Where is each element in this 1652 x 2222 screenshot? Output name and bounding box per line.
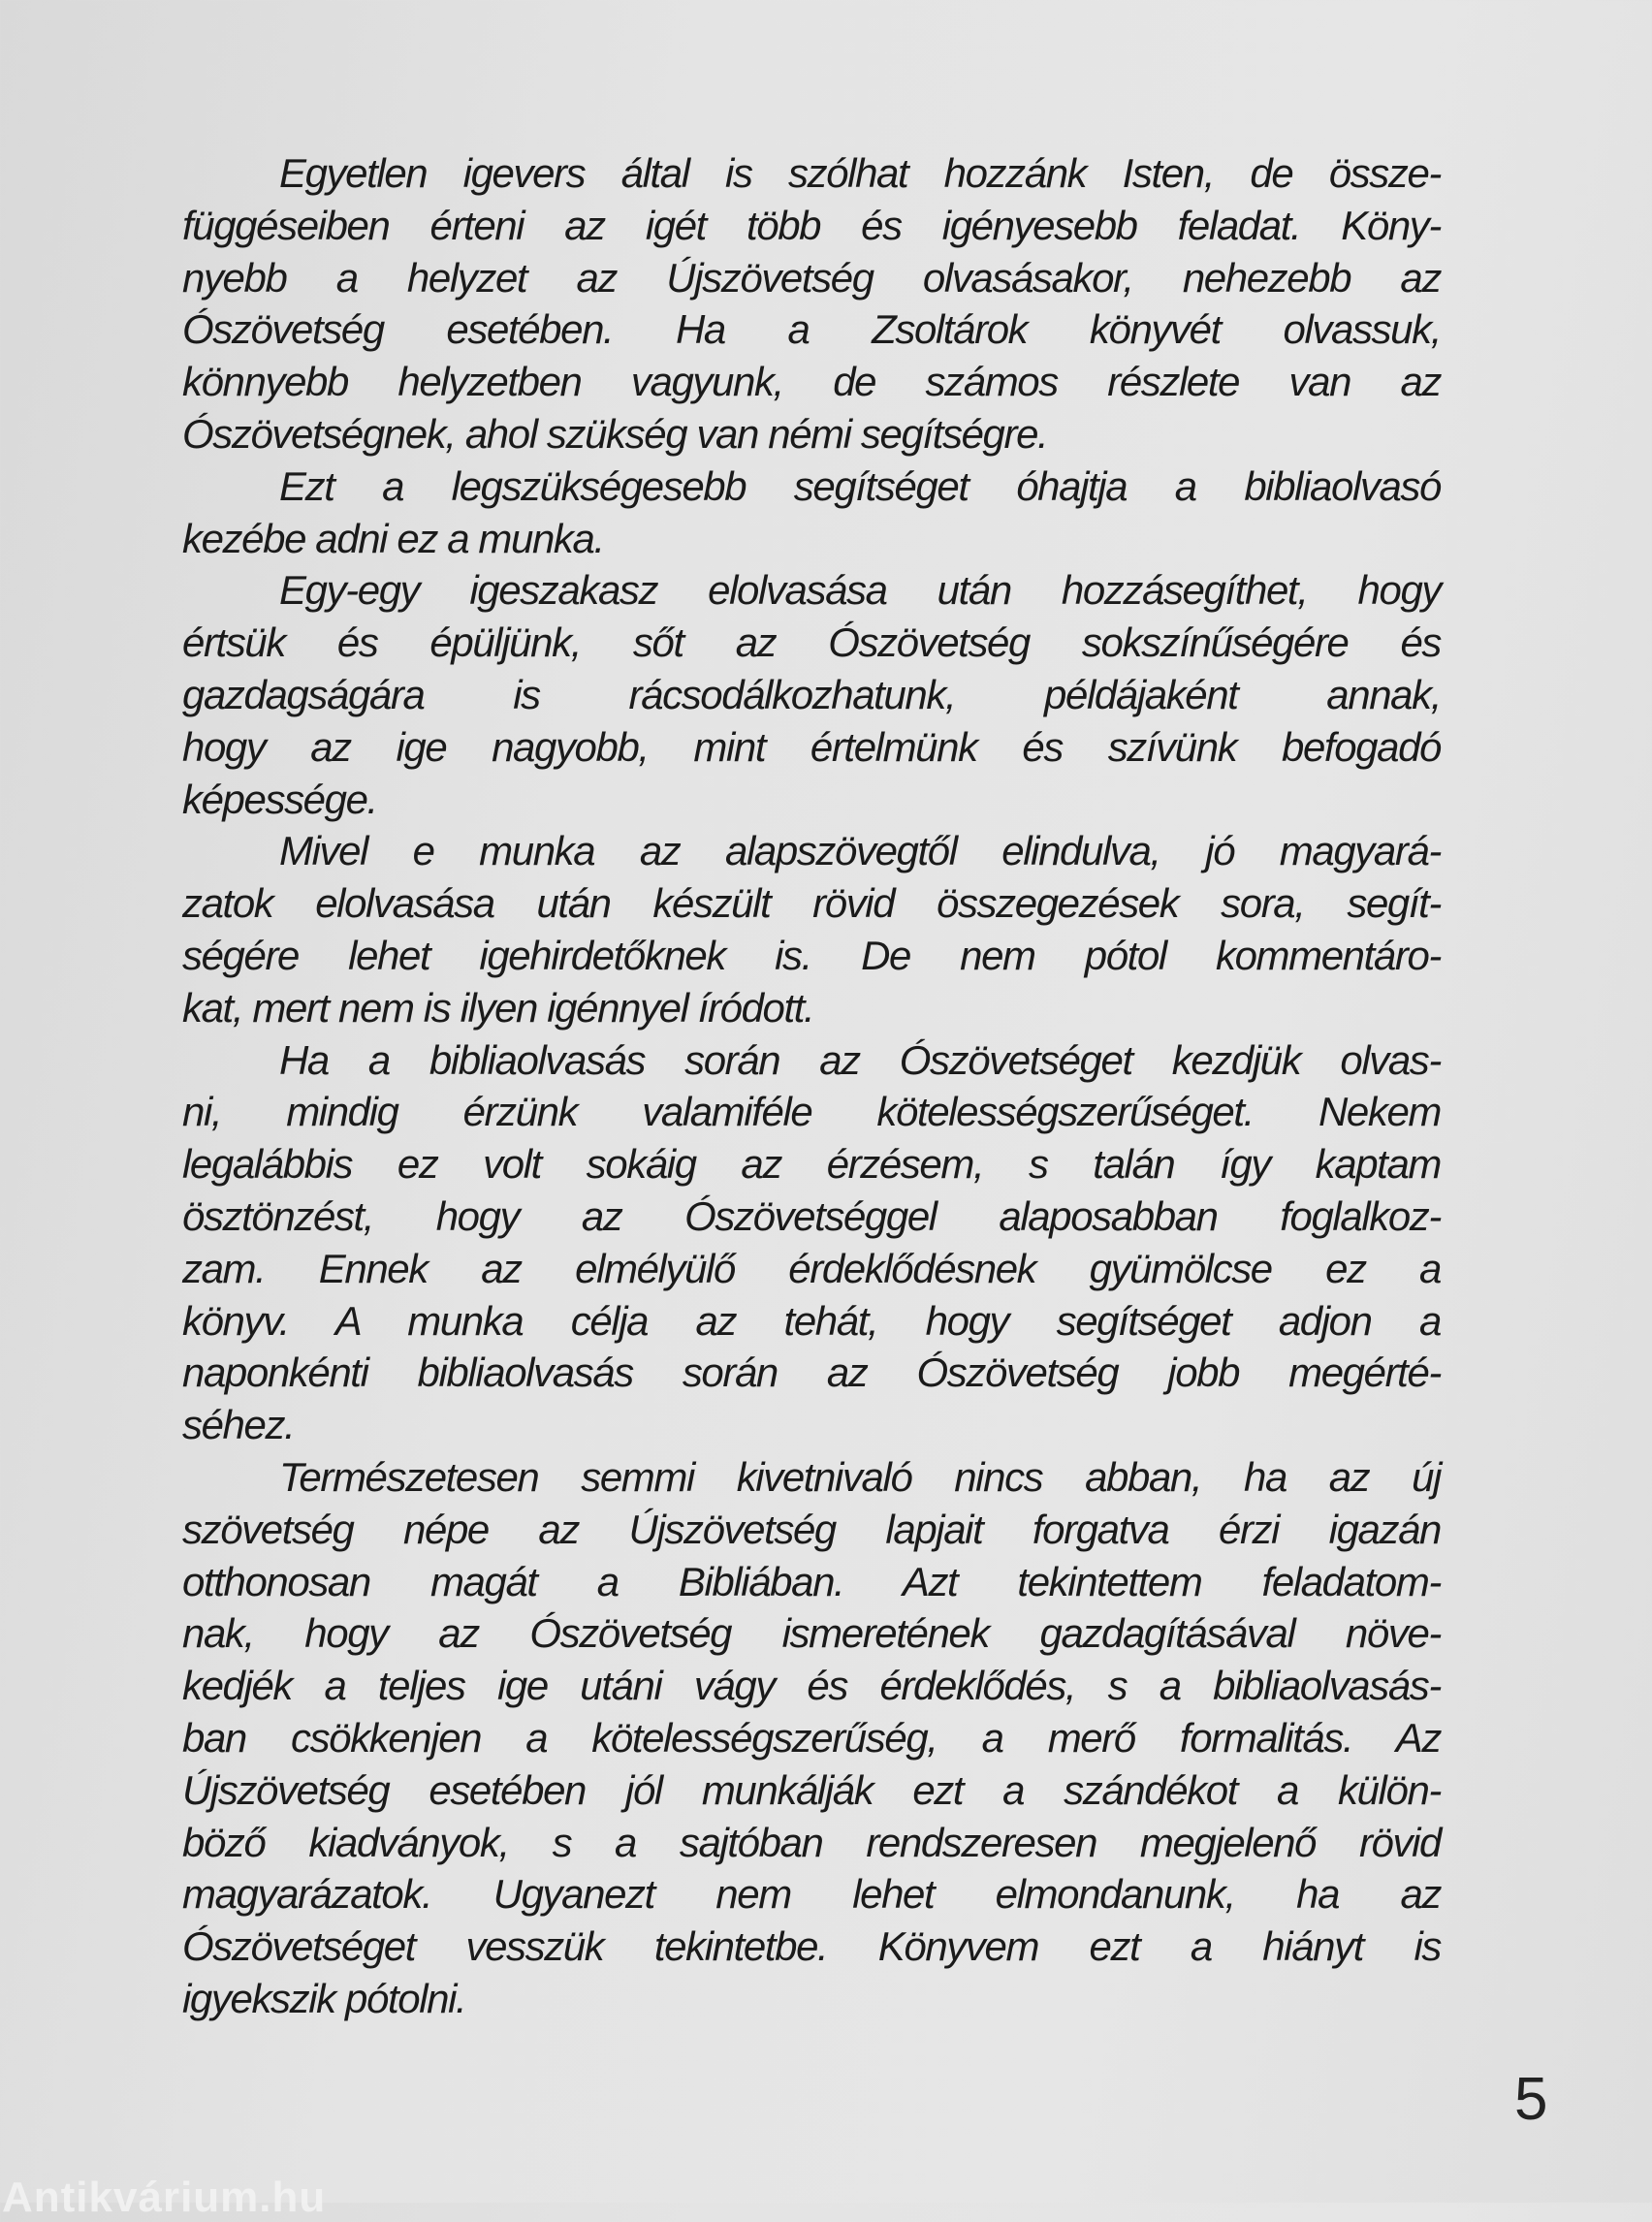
text-line: kat, mert nem is ilyen igénnyel íródott.	[182, 984, 814, 1031]
text-line: séhez.	[182, 1402, 295, 1448]
text-line: szövetség népe az Újszövetség lapjait forgatva érzi igazán	[182, 1506, 1441, 1552]
watermark: Antikvárium.hu	[2, 2174, 327, 2221]
text-line: ban csökkenjen a kötelességszerűség, a merő formalitás. Az	[182, 1714, 1441, 1761]
text-line: ösztönzést, hogy az Ószövetséggel alaposabban foglalkoz-	[182, 1192, 1441, 1239]
text-line: magyarázatok. Ugyanezt nem lehet elmondanunk, ha az	[182, 1871, 1441, 1918]
page-number: 5	[1514, 2066, 1548, 2133]
paragraph	[182, 460, 1441, 565]
text-line: otthonosan magát a Bibliában. Azt tekintettem feladatom-	[182, 1558, 1441, 1604]
text-line: Ószövetséget vesszük tekintetbe. Könyvem ezt a hiányt is	[182, 1923, 1441, 1970]
text-line: Újszövetség esetében jól munkálják ezt a szándékot a külön-	[182, 1766, 1441, 1813]
text-line: naponkénti bibliaolvasás során az Ószövetség jobb megérté-	[182, 1349, 1441, 1396]
text-line: függéseiben érteni az igét több és igényesebb feladat. Köny-	[182, 202, 1441, 248]
paragraph	[182, 564, 1441, 825]
paragraph	[182, 825, 1441, 1033]
text-line: kedjék a teljes ige utáni vágy és érdeklődés, s a bibliaolvasás-	[182, 1663, 1441, 1709]
text-line: Mivel e munka az alapszövegtől elindulva, jó magyará-	[279, 828, 1441, 874]
text-line: értsük és épüljünk, sőt az Ószövetség sokszínűségére és	[182, 619, 1441, 666]
paragraph	[182, 1034, 1441, 1451]
paragraph	[182, 147, 1441, 460]
text-line: ni, mindig érzünk valamiféle kötelességszerűséget. Nekem	[182, 1089, 1441, 1135]
paragraph	[182, 1451, 1441, 2025]
text-line: Egyetlen igevers által is szólhat hozzánk Isten, de össze-	[279, 150, 1441, 196]
text-line: nak, hogy az Ószövetség ismeretének gazdagításával növe-	[182, 1610, 1441, 1657]
text-line: kezébe adni ez a munka.	[182, 515, 604, 561]
text-line: hogy az ige nagyobb, mint értelmünk és szívünk befogadó	[182, 723, 1441, 770]
text-line: Természetesen semmi kivetnivaló nincs abban, ha az új	[279, 1453, 1441, 1500]
text-line: zam. Ennek az elmélyülő érdeklődésnek gyümölcse ez a	[182, 1245, 1441, 1291]
text-line: Ha a bibliaolvasás során az Ószövetséget kezdjük olvas-	[279, 1036, 1441, 1083]
text-line: böző kiadványok, s a sajtóban rendszeresen megjelenő rövid	[182, 1819, 1441, 1865]
text-line: gazdagságára is rácsodálkozhatunk, példájaként annak,	[182, 671, 1441, 717]
text-line: Ószövetség esetében. Ha a Zsoltárok könyvét olvassuk,	[182, 306, 1441, 353]
text-line: Ószövetségnek, ahol szükség van némi segítségre.	[182, 410, 1048, 457]
text-line: képessége.	[182, 776, 377, 822]
text-line: Ezt a legszükségesebb segítséget óhajtja a bibliaolvasó	[279, 462, 1441, 509]
body-text	[182, 147, 1441, 2025]
text-line: könyv. A munka célja az tehát, hogy segítséget adjon a	[182, 1297, 1441, 1344]
text-line: zatok elolvasása után készült rövid összegezések sora, segít-	[182, 880, 1441, 927]
text-line: igyekszik pótolni.	[182, 1975, 466, 2021]
text-line: Egy-egy igeszakasz elolvasása után hozzásegíthet, hogy	[279, 567, 1441, 614]
text-line: nyebb a helyzet az Újszövetség olvasásakor, nehezebb az	[182, 254, 1441, 301]
text-line: könnyebb helyzetben vagyunk, de számos részlete van az	[182, 359, 1441, 405]
text-line: ségére lehet igehirdetőknek is. De nem pótol kommentáro-	[182, 932, 1441, 978]
text-line: legalábbis ez volt sokáig az érzésem, s talán így kaptam	[182, 1141, 1441, 1188]
